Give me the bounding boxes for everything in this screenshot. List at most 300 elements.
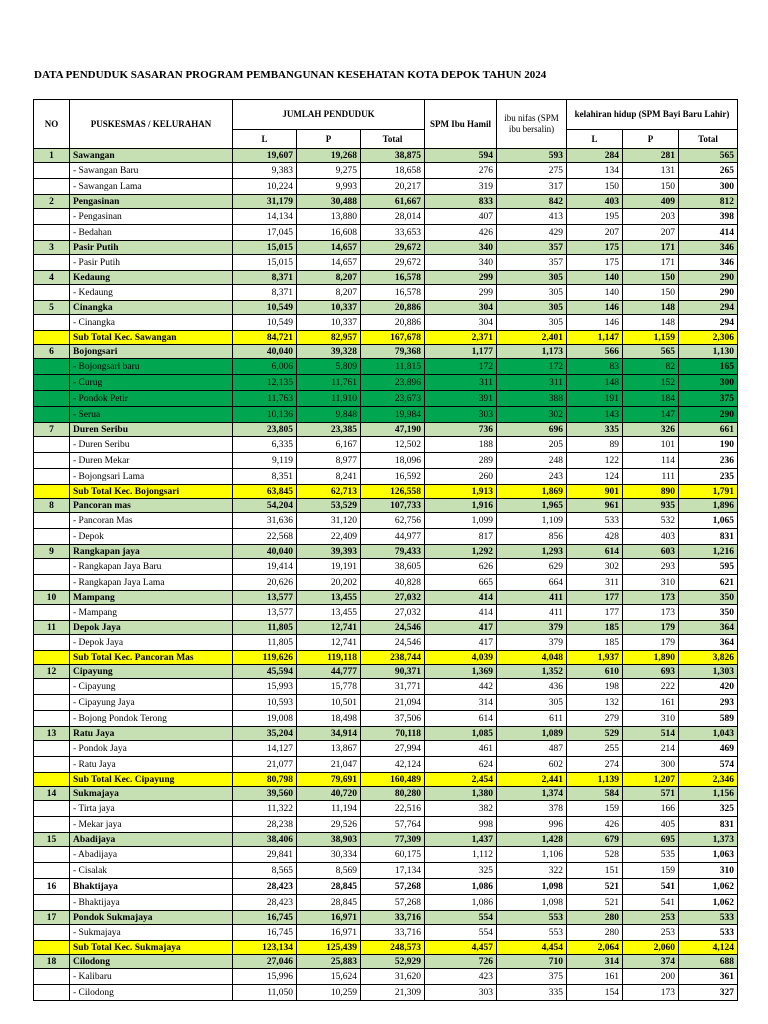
cell-jp-p: 30,334 xyxy=(297,847,361,863)
cell-name: - Pondok Jaya xyxy=(70,741,233,757)
cell-spm-hamil: 426 xyxy=(425,225,497,241)
cell-kh-total: 1,156 xyxy=(679,787,738,801)
cell-jp-total: 28,014 xyxy=(361,209,425,225)
cell-name: - Pondok Petir xyxy=(70,391,233,407)
cell-jp-l: 15,015 xyxy=(233,241,297,255)
cell-spm-hamil: 833 xyxy=(425,195,497,209)
cell-kh-l: 284 xyxy=(567,149,623,163)
cell-ibu-nifas: 322 xyxy=(497,863,567,879)
cell-jp-l: 19,414 xyxy=(233,559,297,575)
cell-kh-p: 159 xyxy=(623,863,679,879)
cell-spm-hamil: 665 xyxy=(425,575,497,591)
cell-jp-total: 18,658 xyxy=(361,163,425,179)
kelurahan-row xyxy=(34,801,738,817)
population-table xyxy=(33,99,738,1001)
cell-no xyxy=(34,285,70,301)
cell-kh-l: 302 xyxy=(567,559,623,575)
cell-kh-p: 152 xyxy=(623,375,679,391)
cell-no: 14 xyxy=(34,787,70,801)
cell-name: - Sawangan Lama xyxy=(70,179,233,195)
cell-jp-total: 33,716 xyxy=(361,925,425,941)
cell-name: Sub Total Kec. Sawangan xyxy=(70,331,233,345)
kelurahan-row xyxy=(34,925,738,941)
cell-kh-p: 1,207 xyxy=(623,773,679,787)
kelurahan-row xyxy=(34,985,738,1001)
cell-jp-total: 38,875 xyxy=(361,149,425,163)
kelurahan-row xyxy=(34,315,738,331)
cell-ibu-nifas: 1,293 xyxy=(497,545,567,559)
cell-name: Mampang xyxy=(70,591,233,605)
cell-kh-p: 173 xyxy=(623,605,679,621)
kelurahan-row xyxy=(34,225,738,241)
cell-kh-p: 200 xyxy=(623,969,679,985)
cell-kh-total: 300 xyxy=(679,375,738,391)
cell-kh-l: 154 xyxy=(567,985,623,1001)
cell-jp-p: 13,455 xyxy=(297,591,361,605)
cell-no xyxy=(34,801,70,817)
kelurahan-row xyxy=(34,695,738,711)
cell-no xyxy=(34,969,70,985)
cell-kh-l: 521 xyxy=(567,895,623,911)
puskesmas-row xyxy=(34,955,738,969)
cell-no: 16 xyxy=(34,879,70,895)
cell-kh-p: 405 xyxy=(623,817,679,833)
cell-name: - Rangkapan Jaya Lama xyxy=(70,575,233,591)
cell-kh-total: 414 xyxy=(679,225,738,241)
cell-jp-p: 25,883 xyxy=(297,955,361,969)
cell-jp-total: 248,573 xyxy=(361,941,425,955)
cell-ibu-nifas: 317 xyxy=(497,179,567,195)
cell-kh-total: 165 xyxy=(679,359,738,375)
cell-spm-hamil: 314 xyxy=(425,695,497,711)
cell-jp-p: 19,268 xyxy=(297,149,361,163)
cell-kh-total: 3,826 xyxy=(679,651,738,665)
cell-jp-l: 13,577 xyxy=(233,591,297,605)
cell-kh-p: 565 xyxy=(623,345,679,359)
cell-ibu-nifas: 375 xyxy=(497,969,567,985)
cell-ibu-nifas: 302 xyxy=(497,407,567,423)
cell-jp-total: 167,678 xyxy=(361,331,425,345)
cell-kh-p: 150 xyxy=(623,285,679,301)
cell-jp-total: 12,502 xyxy=(361,437,425,453)
cell-kh-total: 265 xyxy=(679,163,738,179)
cell-name: Bhaktijaya xyxy=(70,879,233,895)
cell-jp-total: 16,578 xyxy=(361,285,425,301)
cell-kh-l: 274 xyxy=(567,757,623,773)
cell-jp-l: 17,045 xyxy=(233,225,297,241)
cell-kh-l: 255 xyxy=(567,741,623,757)
cell-kh-total: 1,791 xyxy=(679,485,738,499)
puskesmas-row xyxy=(34,271,738,285)
cell-jp-l: 19,008 xyxy=(233,711,297,727)
cell-spm-hamil: 594 xyxy=(425,149,497,163)
cell-kh-p: 171 xyxy=(623,241,679,255)
cell-kh-p: 310 xyxy=(623,575,679,591)
cell-no xyxy=(34,941,70,955)
cell-ibu-nifas: 487 xyxy=(497,741,567,757)
kelurahan-row xyxy=(34,863,738,879)
cell-name: Kedaung xyxy=(70,271,233,285)
cell-kh-total: 350 xyxy=(679,591,738,605)
cell-spm-hamil: 1,369 xyxy=(425,665,497,679)
header-kh-l: L xyxy=(567,130,623,149)
cell-name: - Duren Seribu xyxy=(70,437,233,453)
cell-spm-hamil: 304 xyxy=(425,301,497,315)
cell-no: 7 xyxy=(34,423,70,437)
cell-jp-l: 16,745 xyxy=(233,911,297,925)
cell-spm-hamil: 414 xyxy=(425,591,497,605)
cell-ibu-nifas: 275 xyxy=(497,163,567,179)
cell-jp-total: 24,546 xyxy=(361,621,425,635)
kelurahan-row xyxy=(34,817,738,833)
cell-no xyxy=(34,679,70,695)
cell-kh-total: 1,062 xyxy=(679,879,738,895)
cell-kh-p: 179 xyxy=(623,621,679,635)
header-kh-total: Total xyxy=(679,130,738,149)
kelurahan-row xyxy=(34,895,738,911)
cell-ibu-nifas: 379 xyxy=(497,621,567,635)
cell-name: Bojongsari xyxy=(70,345,233,359)
cell-jp-p: 10,337 xyxy=(297,301,361,315)
kelurahan-row xyxy=(34,679,738,695)
kelurahan-row xyxy=(34,375,738,391)
cell-name: Sub Total Kec. Sukmajaya xyxy=(70,941,233,955)
cell-spm-hamil: 340 xyxy=(425,255,497,271)
cell-kh-total: 290 xyxy=(679,271,738,285)
cell-kh-total: 595 xyxy=(679,559,738,575)
cell-spm-hamil: 4,039 xyxy=(425,651,497,665)
cell-name: - Sawangan Baru xyxy=(70,163,233,179)
cell-kh-p: 207 xyxy=(623,225,679,241)
cell-kh-p: 409 xyxy=(623,195,679,209)
cell-ibu-nifas: 2,441 xyxy=(497,773,567,787)
kelurahan-row xyxy=(34,757,738,773)
cell-kh-l: 403 xyxy=(567,195,623,209)
puskesmas-row xyxy=(34,423,738,437)
cell-kh-p: 326 xyxy=(623,423,679,437)
kelurahan-row xyxy=(34,969,738,985)
cell-name: - Depok xyxy=(70,529,233,545)
cell-kh-l: 426 xyxy=(567,817,623,833)
cell-jp-l: 16,745 xyxy=(233,925,297,941)
cell-no xyxy=(34,437,70,453)
cell-ibu-nifas: 413 xyxy=(497,209,567,225)
cell-ibu-nifas: 856 xyxy=(497,529,567,545)
cell-jp-l: 123,134 xyxy=(233,941,297,955)
cell-name: - Duren Mekar xyxy=(70,453,233,469)
cell-jp-l: 15,996 xyxy=(233,969,297,985)
cell-jp-l: 27,046 xyxy=(233,955,297,969)
cell-kh-total: 190 xyxy=(679,437,738,453)
cell-kh-p: 131 xyxy=(623,163,679,179)
cell-kh-total: 294 xyxy=(679,301,738,315)
cell-no: 8 xyxy=(34,499,70,513)
cell-ibu-nifas: 553 xyxy=(497,911,567,925)
cell-kh-l: 89 xyxy=(567,437,623,453)
cell-ibu-nifas: 1,098 xyxy=(497,895,567,911)
cell-spm-hamil: 4,457 xyxy=(425,941,497,955)
cell-jp-total: 29,672 xyxy=(361,255,425,271)
cell-spm-hamil: 188 xyxy=(425,437,497,453)
cell-kh-l: 146 xyxy=(567,301,623,315)
cell-jp-p: 11,761 xyxy=(297,375,361,391)
cell-no xyxy=(34,331,70,345)
cell-spm-hamil: 303 xyxy=(425,985,497,1001)
header-no: NO xyxy=(34,100,70,149)
cell-kh-l: 279 xyxy=(567,711,623,727)
header-kh-p: P xyxy=(623,130,679,149)
cell-kh-total: 1,373 xyxy=(679,833,738,847)
cell-kh-p: 150 xyxy=(623,179,679,195)
cell-kh-total: 364 xyxy=(679,621,738,635)
cell-kh-p: 111 xyxy=(623,469,679,485)
cell-kh-l: 185 xyxy=(567,621,623,635)
cell-jp-l: 23,805 xyxy=(233,423,297,437)
cell-jp-total: 77,309 xyxy=(361,833,425,847)
cell-spm-hamil: 1,086 xyxy=(425,879,497,895)
cell-jp-total: 40,828 xyxy=(361,575,425,591)
kelurahan-row xyxy=(34,285,738,301)
cell-kh-l: 529 xyxy=(567,727,623,741)
cell-ibu-nifas: 710 xyxy=(497,955,567,969)
header-jp-total: Total xyxy=(361,130,425,149)
cell-name: - Kalibaru xyxy=(70,969,233,985)
cell-no xyxy=(34,179,70,195)
cell-no xyxy=(34,513,70,529)
cell-kh-p: 571 xyxy=(623,787,679,801)
cell-spm-hamil: 1,913 xyxy=(425,485,497,499)
cell-ibu-nifas: 205 xyxy=(497,437,567,453)
cell-jp-total: 79,368 xyxy=(361,345,425,359)
cell-no xyxy=(34,453,70,469)
cell-ibu-nifas: 305 xyxy=(497,271,567,285)
cell-spm-hamil: 1,437 xyxy=(425,833,497,847)
cell-jp-total: 19,984 xyxy=(361,407,425,423)
cell-ibu-nifas: 553 xyxy=(497,925,567,941)
cell-jp-total: 16,592 xyxy=(361,469,425,485)
cell-spm-hamil: 289 xyxy=(425,453,497,469)
cell-name: Pancoran mas xyxy=(70,499,233,513)
puskesmas-row xyxy=(34,499,738,513)
cell-ibu-nifas: 2,401 xyxy=(497,331,567,345)
cell-jp-p: 20,202 xyxy=(297,575,361,591)
cell-jp-p: 79,691 xyxy=(297,773,361,787)
cell-spm-hamil: 442 xyxy=(425,679,497,695)
cell-name: Pasir Putih xyxy=(70,241,233,255)
cell-jp-total: 27,032 xyxy=(361,591,425,605)
cell-jp-l: 45,594 xyxy=(233,665,297,679)
cell-ibu-nifas: 996 xyxy=(497,817,567,833)
cell-kh-total: 831 xyxy=(679,529,738,545)
cell-jp-total: 27,994 xyxy=(361,741,425,757)
cell-jp-p: 9,993 xyxy=(297,179,361,195)
cell-spm-hamil: 554 xyxy=(425,925,497,941)
cell-jp-total: 33,653 xyxy=(361,225,425,241)
kelurahan-row xyxy=(34,437,738,453)
cell-no: 17 xyxy=(34,911,70,925)
cell-jp-p: 29,526 xyxy=(297,817,361,833)
cell-jp-total: 20,217 xyxy=(361,179,425,195)
cell-jp-p: 28,845 xyxy=(297,879,361,895)
cell-name: - Mekar jaya xyxy=(70,817,233,833)
cell-kh-total: 1,043 xyxy=(679,727,738,741)
cell-ibu-nifas: 305 xyxy=(497,315,567,331)
puskesmas-row xyxy=(34,301,738,315)
cell-kh-l: 146 xyxy=(567,315,623,331)
header-jumlah-penduduk: JUMLAH PENDUDUK xyxy=(233,100,425,130)
cell-jp-total: 42,124 xyxy=(361,757,425,773)
cell-jp-total: 16,578 xyxy=(361,271,425,285)
cell-kh-p: 514 xyxy=(623,727,679,741)
cell-spm-hamil: 382 xyxy=(425,801,497,817)
cell-jp-p: 12,741 xyxy=(297,621,361,635)
cell-kh-l: 159 xyxy=(567,801,623,817)
cell-kh-total: 688 xyxy=(679,955,738,969)
cell-kh-l: 311 xyxy=(567,575,623,591)
cell-jp-p: 10,259 xyxy=(297,985,361,1001)
cell-jp-total: 57,268 xyxy=(361,879,425,895)
cell-ibu-nifas: 1,869 xyxy=(497,485,567,499)
cell-jp-l: 40,040 xyxy=(233,345,297,359)
cell-kh-total: 364 xyxy=(679,635,738,651)
cell-kh-p: 173 xyxy=(623,985,679,1001)
cell-jp-p: 38,903 xyxy=(297,833,361,847)
cell-kh-l: 2,064 xyxy=(567,941,623,955)
cell-spm-hamil: 461 xyxy=(425,741,497,757)
kelurahan-row xyxy=(34,407,738,423)
cell-jp-p: 39,393 xyxy=(297,545,361,559)
cell-spm-hamil: 340 xyxy=(425,241,497,255)
cell-kh-p: 541 xyxy=(623,879,679,895)
cell-name: - Curug xyxy=(70,375,233,391)
cell-no xyxy=(34,559,70,575)
puskesmas-row xyxy=(34,727,738,741)
cell-jp-l: 63,845 xyxy=(233,485,297,499)
cell-kh-total: 2,306 xyxy=(679,331,738,345)
cell-kh-p: 82 xyxy=(623,359,679,375)
cell-kh-total: 1,063 xyxy=(679,847,738,863)
puskesmas-row xyxy=(34,911,738,925)
cell-ibu-nifas: 602 xyxy=(497,757,567,773)
puskesmas-row xyxy=(34,149,738,163)
kelurahan-row xyxy=(34,635,738,651)
cell-jp-total: 18,096 xyxy=(361,453,425,469)
cell-no xyxy=(34,209,70,225)
cell-spm-hamil: 1,380 xyxy=(425,787,497,801)
cell-spm-hamil: 614 xyxy=(425,711,497,727)
cell-no xyxy=(34,255,70,271)
cell-jp-l: 19,607 xyxy=(233,149,297,163)
cell-spm-hamil: 626 xyxy=(425,559,497,575)
cell-jp-l: 6,006 xyxy=(233,359,297,375)
cell-jp-l: 28,423 xyxy=(233,895,297,911)
cell-ibu-nifas: 311 xyxy=(497,375,567,391)
kelurahan-row xyxy=(34,469,738,485)
cell-kh-l: 901 xyxy=(567,485,623,499)
cell-ibu-nifas: 335 xyxy=(497,985,567,1001)
cell-spm-hamil: 407 xyxy=(425,209,497,225)
cell-kh-total: 831 xyxy=(679,817,738,833)
cell-kh-p: 695 xyxy=(623,833,679,847)
cell-no xyxy=(34,817,70,833)
cell-kh-total: 325 xyxy=(679,801,738,817)
cell-spm-hamil: 1,085 xyxy=(425,727,497,741)
cell-jp-p: 39,328 xyxy=(297,345,361,359)
cell-kh-p: 535 xyxy=(623,847,679,863)
cell-ibu-nifas: 305 xyxy=(497,695,567,711)
cell-jp-l: 11,322 xyxy=(233,801,297,817)
cell-kh-total: 300 xyxy=(679,179,738,195)
cell-ibu-nifas: 172 xyxy=(497,359,567,375)
cell-kh-p: 101 xyxy=(623,437,679,453)
cell-kh-l: 280 xyxy=(567,911,623,925)
cell-kh-l: 566 xyxy=(567,345,623,359)
cell-jp-l: 10,136 xyxy=(233,407,297,423)
cell-ibu-nifas: 305 xyxy=(497,285,567,301)
cell-ibu-nifas: 1,965 xyxy=(497,499,567,513)
cell-jp-l: 9,119 xyxy=(233,453,297,469)
cell-kh-l: 961 xyxy=(567,499,623,513)
cell-jp-total: 52,929 xyxy=(361,955,425,969)
cell-kh-total: 1,303 xyxy=(679,665,738,679)
cell-no xyxy=(34,225,70,241)
subtotal-row xyxy=(34,485,738,499)
cell-kh-l: 207 xyxy=(567,225,623,241)
cell-name: - Tirta jaya xyxy=(70,801,233,817)
cell-name: Pondok Sukmajaya xyxy=(70,911,233,925)
cell-kh-p: 161 xyxy=(623,695,679,711)
table-body xyxy=(34,149,738,1001)
cell-name: - Serua xyxy=(70,407,233,423)
cell-jp-l: 8,371 xyxy=(233,285,297,301)
cell-ibu-nifas: 1,106 xyxy=(497,847,567,863)
header-spm-ibu-hamil: SPM Ibu Hamil xyxy=(425,100,497,149)
document-title: DATA PENDUDUK SASARAN PROGRAM PEMBANGUNAN KESEHATAN KOTA DEPOK TAHUN 2024 xyxy=(34,69,547,81)
cell-jp-l: 14,134 xyxy=(233,209,297,225)
cell-jp-p: 9,275 xyxy=(297,163,361,179)
cell-jp-l: 6,335 xyxy=(233,437,297,453)
cell-name: Abadijaya xyxy=(70,833,233,847)
cell-jp-p: 8,207 xyxy=(297,271,361,285)
cell-jp-total: 17,134 xyxy=(361,863,425,879)
cell-name: - Cilodong xyxy=(70,985,233,1001)
cell-jp-total: 21,094 xyxy=(361,695,425,711)
cell-spm-hamil: 1,177 xyxy=(425,345,497,359)
cell-spm-hamil: 304 xyxy=(425,315,497,331)
cell-jp-l: 15,015 xyxy=(233,255,297,271)
kelurahan-row xyxy=(34,847,738,863)
subtotal-row xyxy=(34,331,738,345)
cell-kh-total: 346 xyxy=(679,241,738,255)
cell-jp-p: 19,191 xyxy=(297,559,361,575)
cell-jp-l: 10,549 xyxy=(233,315,297,331)
cell-name: - Bhaktijaya xyxy=(70,895,233,911)
cell-kh-total: 310 xyxy=(679,863,738,879)
cell-ibu-nifas: 357 xyxy=(497,241,567,255)
cell-jp-l: 20,626 xyxy=(233,575,297,591)
puskesmas-row xyxy=(34,665,738,679)
cell-jp-total: 33,716 xyxy=(361,911,425,925)
cell-kh-total: 327 xyxy=(679,985,738,1001)
cell-ibu-nifas: 378 xyxy=(497,801,567,817)
cell-kh-l: 124 xyxy=(567,469,623,485)
cell-kh-l: 148 xyxy=(567,375,623,391)
cell-no xyxy=(34,469,70,485)
cell-no xyxy=(34,575,70,591)
cell-no xyxy=(34,375,70,391)
cell-kh-total: 290 xyxy=(679,407,738,423)
cell-kh-l: 177 xyxy=(567,591,623,605)
